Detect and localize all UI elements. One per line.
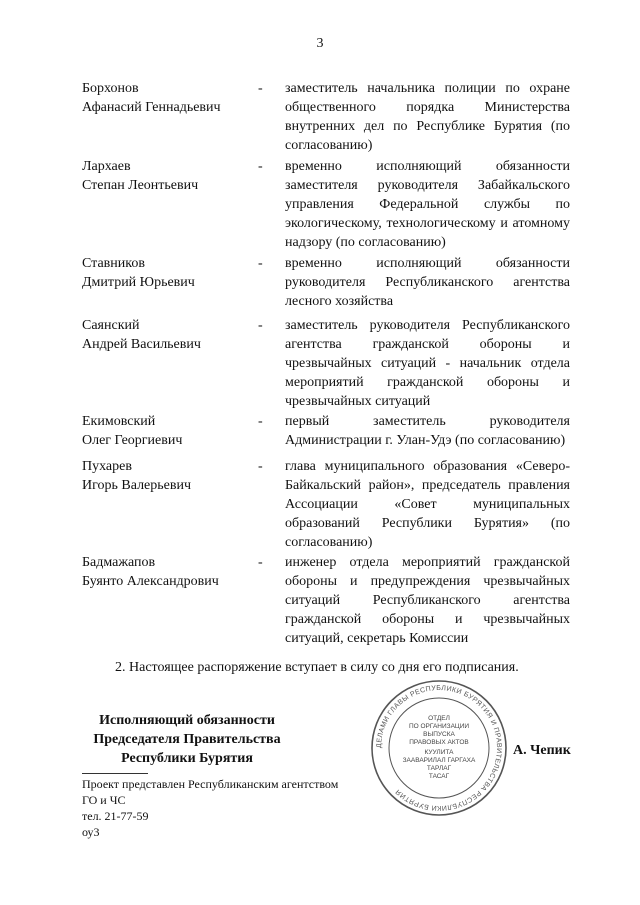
member-role: инженер отдела мероприятий гражданской обороны и предупреждения чрезвычайных ситуаций Республиканского агентства гражданской обороны и чрезвычайных ситуаций, секретарь Комиссии <box>285 555 570 646</box>
member-role: временно исполняющий обязанности руководителя Республиканского агентства лесного хозяйства <box>285 256 570 309</box>
member-name: Борхонов Афанасий Геннадьевич <box>82 81 221 115</box>
member-dash: - <box>258 414 263 429</box>
footer-line: тел. 21-77-59 <box>82 809 149 823</box>
member-name: Екимовский Олег Георгиевич <box>82 414 183 448</box>
seal-ring-text <box>376 685 502 811</box>
member-name: Бадмажапов Буянто Александрович <box>82 555 219 589</box>
member-dash: - <box>258 81 263 96</box>
footer-divider <box>82 773 148 774</box>
footer-line: оу3 <box>82 825 100 839</box>
member-name: Ставников Дмитрий Юрьевич <box>82 256 195 290</box>
member-dash: - <box>258 459 263 474</box>
signature-title-line: Председателя Правительства <box>93 732 281 747</box>
seal-outer-ring <box>372 681 506 815</box>
footer-line: ГО и ЧС <box>82 793 126 807</box>
member-dash: - <box>258 318 263 333</box>
member-name: Саянский Андрей Васильевич <box>82 318 201 352</box>
seal-inner-line: ПО ОРГАНИЗАЦИИ <box>408 723 470 730</box>
signature-title-line: Республики Бурятия <box>121 751 253 766</box>
signature-title-line: Исполняющий обязанности <box>99 713 275 728</box>
member-role: первый заместитель руководителя Администрации г. Улан-Удэ (по согласованию) <box>285 414 570 448</box>
member-name: Пухарев Игорь Валерьевич <box>82 459 192 493</box>
seal-inner-line: ВЫПУСКА <box>423 731 455 738</box>
seal-inner-line: ОТДЕЛ <box>428 715 450 722</box>
seal-inner-line: ЗААВАРИЛАЛ ГАРГАХА <box>402 757 476 764</box>
member-dash: - <box>258 159 263 174</box>
signature-title <box>72 711 302 768</box>
member-dash: - <box>258 256 263 271</box>
member-role: временно исполняющий обязанности заместителя руководителя Забайкальского управления Федеральной службы по экологическому, технологическому и атомному надзору (по согласованию) <box>285 159 570 250</box>
member-role: заместитель руководителя Республиканского агентства гражданской обороны и чрезвычайных ситуаций - начальник отдела мероприятий гражданской обороны и чрезвычайных ситуаций <box>285 318 570 409</box>
member-name: Лархаев Степан Леонтьевич <box>82 159 199 193</box>
seal-inner-line: ПРАВОВЫХ АКТОВ <box>409 739 469 746</box>
official-seal-stamp <box>369 678 509 818</box>
footer-note <box>82 776 338 840</box>
page-number: 3 <box>316 36 324 51</box>
clause-effective-date: 2. Настоящее распоряжение вступает в силу со дня его подписания. <box>115 660 519 675</box>
seal-inner-ring <box>389 698 489 798</box>
seal-inner-line: ТАСАГ <box>428 773 450 780</box>
member-dash: - <box>258 555 263 570</box>
member-role: заместитель начальника полиции по охране общественного порядка Министерства внутренних дел по Республике Бурятия (по согласованию) <box>285 81 570 153</box>
footer-line: Проект представлен Республиканским агентством <box>82 777 339 791</box>
seal-inner-line: ТАРЛАГ <box>426 765 452 772</box>
signatory-name: А. Чепик <box>513 743 571 758</box>
seal-inner-line: КУУЛИТА <box>424 749 454 756</box>
member-role: глава муниципального образования «Северо-Байкальский район», председатель правления Ассоциации «Совет муниципальных образований Республики Бурятия» (по согласованию) <box>285 459 570 550</box>
seal-ring-textpath: ДЕЛАМИ ГЛАВЫ РЕСПУБЛИКИ БУРЯТИЯ И ПРАВИТЕЛЬСТВА РЕСПУБЛИКИ БУРЯТИЯ <box>375 684 503 812</box>
